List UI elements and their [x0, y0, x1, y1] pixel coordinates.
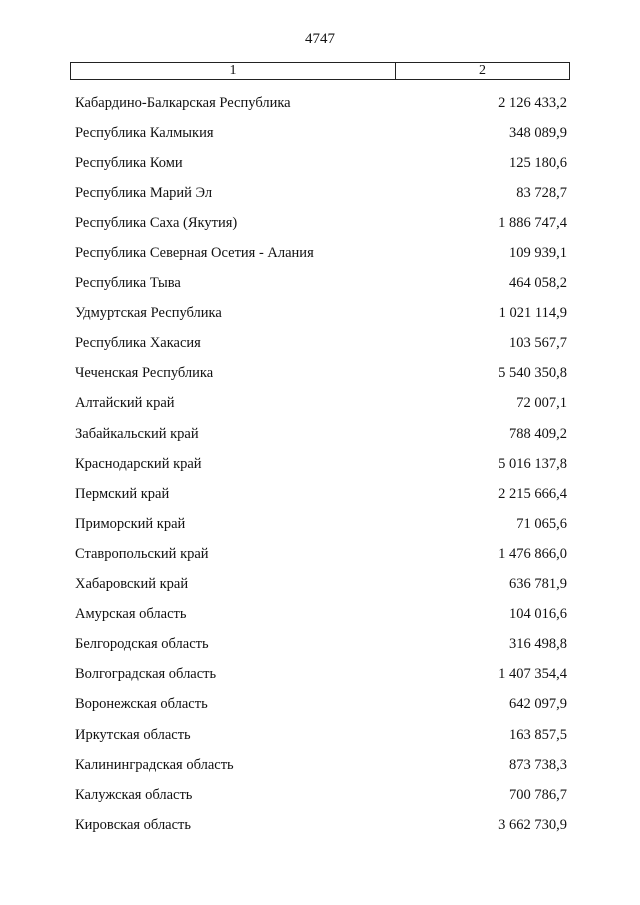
header-column-1: 1: [71, 63, 396, 79]
table-row: [75, 660, 567, 690]
region-value: 72 007,1: [516, 395, 567, 412]
region-name: Кировская область: [75, 816, 192, 833]
table-row: [75, 238, 567, 268]
region-name: Калужская область: [75, 786, 193, 803]
region-name: Республика Коми: [75, 154, 183, 171]
table-body: [75, 88, 567, 840]
region-name: Республика Хакасия: [75, 335, 201, 352]
region-value: 316 498,8: [509, 636, 567, 653]
table-row: [75, 88, 567, 118]
table-row: [75, 449, 567, 479]
region-name: Республика Тыва: [75, 275, 181, 292]
table-row: [75, 720, 567, 750]
region-value: 5 540 350,8: [498, 365, 567, 382]
table-row: [75, 299, 567, 329]
table-row: [75, 178, 567, 208]
region-value: 636 781,9: [509, 576, 567, 593]
table-row: [75, 810, 567, 840]
region-name: Калининградская область: [75, 756, 234, 773]
region-name: Ставропольский край: [75, 545, 209, 562]
region-value: 163 857,5: [509, 726, 567, 743]
region-name: Республика Саха (Якутия): [75, 214, 238, 231]
region-value: 2 126 433,2: [498, 94, 567, 111]
table-row: [75, 479, 567, 509]
region-name: Приморский край: [75, 515, 186, 532]
region-value: 103 567,7: [509, 335, 567, 352]
table-row: [75, 509, 567, 539]
region-value: 873 738,3: [509, 756, 567, 773]
region-name: Удмуртская Республика: [75, 305, 222, 322]
region-name: Иркутская область: [75, 726, 191, 743]
region-value: 3 662 730,9: [498, 816, 567, 833]
region-value: 104 016,6: [509, 606, 567, 623]
table-header: [70, 62, 570, 80]
region-value: 2 215 666,4: [498, 485, 567, 502]
region-name: Республика Северная Осетия - Алания: [75, 245, 314, 262]
table-row: [75, 780, 567, 810]
region-name: Краснодарский край: [75, 455, 202, 472]
table-row: [75, 389, 567, 419]
page-number: 4747: [305, 31, 335, 47]
region-name: Республика Марий Эл: [75, 184, 213, 201]
table-row: [75, 118, 567, 148]
region-value: 125 180,6: [509, 154, 567, 171]
region-name: Алтайский край: [75, 395, 175, 412]
region-value: 83 728,7: [516, 184, 567, 201]
region-name: Белгородская область: [75, 636, 209, 653]
table-row: [75, 269, 567, 299]
region-name: Республика Калмыкия: [75, 124, 214, 141]
table-row: [75, 570, 567, 600]
table-row: [75, 750, 567, 780]
table-row: [75, 690, 567, 720]
region-value: 642 097,9: [509, 696, 567, 713]
region-name: Волгоградская область: [75, 666, 217, 683]
table-row: [75, 359, 567, 389]
region-name: Амурская область: [75, 606, 187, 623]
region-name: Хабаровский край: [75, 576, 189, 593]
region-value: 71 065,6: [516, 515, 567, 532]
table-row: [75, 208, 567, 238]
region-name: Забайкальский край: [75, 425, 199, 442]
region-name: Чеченская Республика: [75, 365, 214, 382]
region-value: 700 786,7: [509, 786, 567, 803]
table-row: [75, 600, 567, 630]
region-value: 5 016 137,8: [498, 455, 567, 472]
region-value: 1 021 114,9: [498, 305, 567, 322]
table-row: [75, 419, 567, 449]
region-value: 1 476 866,0: [498, 545, 567, 562]
region-value: 109 939,1: [509, 245, 567, 262]
table-row: [75, 148, 567, 178]
header-column-2: 2: [479, 63, 486, 78]
table-row: [75, 630, 567, 660]
region-name: Кабардино-Балкарская Республика: [75, 94, 291, 111]
table-row: [75, 329, 567, 359]
region-value: 1 407 354,4: [498, 666, 567, 683]
region-value: 788 409,2: [509, 425, 567, 442]
region-value: 464 058,2: [509, 275, 567, 292]
region-name: Пермский край: [75, 485, 170, 502]
region-value: 348 089,9: [509, 124, 567, 141]
region-value: 1 886 747,4: [498, 214, 567, 231]
table-row: [75, 539, 567, 569]
region-name: Воронежская область: [75, 696, 208, 713]
